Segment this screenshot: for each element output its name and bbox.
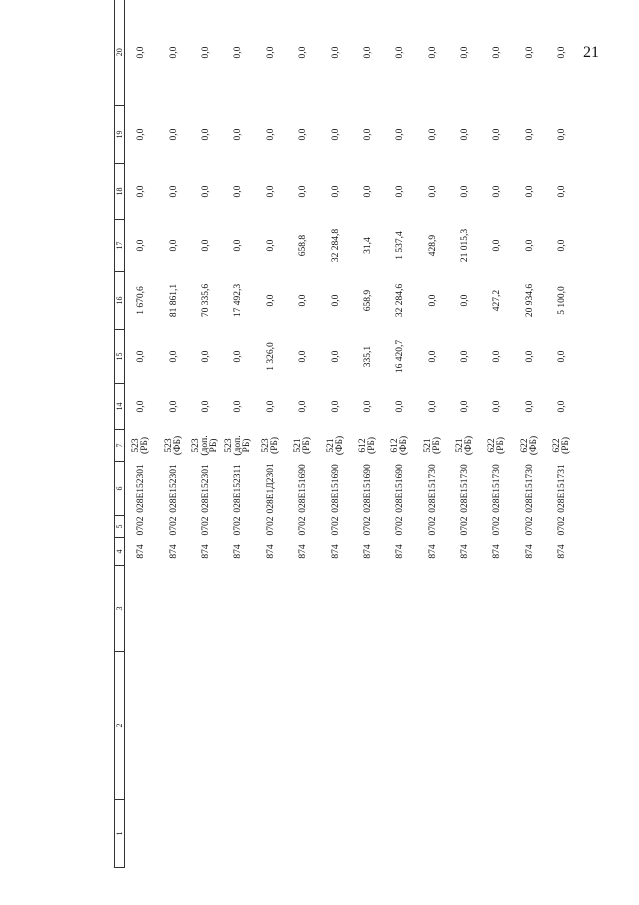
table-cell-col-15: 0,0 — [460, 350, 471, 363]
table-cell-col-15: 1 326,0 — [265, 342, 276, 371]
table-cell-col-16: 20 934,6 — [524, 283, 535, 318]
table-cell-col-14: 0,0 — [330, 400, 341, 413]
table-cell-col-1 — [287, 800, 319, 868]
table-cell-col-5: 0702 — [168, 516, 179, 536]
table-cell-col-3 — [546, 566, 578, 652]
table-row — [157, 0, 189, 868]
table-cell-col-14: 0,0 — [524, 400, 535, 413]
table-cell-col-7: 523 (РБ) — [131, 436, 151, 455]
table-cell-col-20: 0,0 — [265, 46, 276, 59]
table-cell-col-1 — [481, 800, 513, 868]
table-cell-col-1 — [384, 800, 416, 868]
table-cell-col-14: 0,0 — [395, 400, 406, 413]
column-number-3: 3 — [115, 566, 125, 652]
table-cell-col-15: 16 420,7 — [395, 339, 406, 374]
table-cell-col-14: 0,0 — [557, 400, 568, 413]
table-cell-col-19: 0,0 — [395, 128, 406, 141]
table-cell-col-17: 0,0 — [168, 239, 179, 252]
table-cell-col-14: 0,0 — [265, 400, 276, 413]
table-cell-col-5: 0702 — [492, 516, 503, 536]
table-cell-col-15: 335,1 — [362, 345, 373, 368]
table-cell-col-19: 0,0 — [233, 128, 244, 141]
table-cell-col-4: 874 — [427, 544, 438, 559]
table-cell-col-17: 0,0 — [524, 239, 535, 252]
column-number-2: 2 — [115, 652, 125, 800]
table-cell-col-3 — [125, 566, 158, 652]
table-cell-col-18: 0,0 — [362, 185, 373, 198]
table-cell-col-17: 1 537,4 — [395, 231, 406, 260]
table-cell-col-6: 028E151730 — [524, 464, 535, 513]
table-cell-col-19: 0,0 — [460, 128, 471, 141]
table-cell-col-3 — [157, 566, 189, 652]
table-cell-col-14: 0,0 — [233, 400, 244, 413]
table-row — [481, 0, 513, 868]
table-cell-col-7: 612 (ФБ) — [390, 435, 410, 456]
table-cell-col-3 — [190, 566, 222, 652]
table-cell-col-6: 028E151731 — [557, 464, 568, 513]
table-cell-col-17: 0,0 — [492, 239, 503, 252]
table-cell-col-15: 0,0 — [330, 350, 341, 363]
table-cell-col-7: 622 (ФБ) — [519, 435, 539, 456]
table-cell-col-15: 0,0 — [492, 350, 503, 363]
table-cell-col-19: 0,0 — [524, 128, 535, 141]
table-cell-col-17: 658,8 — [298, 234, 309, 257]
table-cell-col-20: 0,0 — [557, 46, 568, 59]
table-cell-col-6: 028E151690 — [362, 464, 373, 513]
table-row — [417, 0, 449, 868]
table-cell-col-2 — [319, 652, 351, 800]
table-cell-col-5: 0702 — [362, 516, 373, 536]
table-cell-col-4: 874 — [524, 544, 535, 559]
table-cell-col-7: 523 (доп. РБ) — [191, 435, 220, 456]
table-cell-col-16: 81 861,1 — [168, 283, 179, 318]
table-cell-col-17: 31,4 — [362, 237, 373, 254]
table-cell-col-1 — [222, 800, 254, 868]
table-cell-col-6: 028E151690 — [395, 464, 406, 513]
table-cell-col-1 — [319, 800, 351, 868]
table-cell-col-4: 874 — [136, 544, 147, 559]
table-cell-col-4: 874 — [362, 544, 373, 559]
table-cell-col-2 — [190, 652, 222, 800]
table-cell-col-14: 0,0 — [460, 400, 471, 413]
table-cell-col-19: 0,0 — [265, 128, 276, 141]
rotated-table-container — [114, 40, 572, 868]
table-row — [384, 0, 416, 868]
table-cell-col-7: 521 (ФБ) — [325, 435, 345, 456]
table-cell-col-3 — [319, 566, 351, 652]
table-cell-col-4: 874 — [265, 544, 276, 559]
table-cell-col-2 — [287, 652, 319, 800]
table-cell-col-2 — [255, 652, 287, 800]
table-cell-col-2 — [222, 652, 254, 800]
table-cell-col-3 — [481, 566, 513, 652]
table-cell-col-20: 0,0 — [362, 46, 373, 59]
column-number-16: 16 — [115, 272, 125, 330]
table-cell-col-18: 0,0 — [136, 185, 147, 198]
table-cell-col-17: 0,0 — [233, 239, 244, 252]
table-cell-col-14: 0,0 — [200, 400, 211, 413]
table-cell-col-20: 0,0 — [136, 46, 147, 59]
table-cell-col-7: 612 (РБ) — [357, 436, 377, 455]
table-cell-col-4: 874 — [233, 544, 244, 559]
table-cell-col-7: 622 (РБ) — [487, 436, 507, 455]
table-cell-col-18: 0,0 — [557, 185, 568, 198]
table-cell-col-17: 0,0 — [136, 239, 147, 252]
table-cell-col-3 — [222, 566, 254, 652]
table-cell-col-18: 0,0 — [265, 185, 276, 198]
table-cell-col-1 — [546, 800, 578, 868]
table-row — [287, 0, 319, 868]
table-cell-col-17: 21 015,3 — [460, 228, 471, 263]
table-cell-col-4: 874 — [557, 544, 568, 559]
table-cell-col-16: 658,9 — [362, 289, 373, 312]
table-cell-col-20: 0,0 — [330, 46, 341, 59]
table-cell-col-18: 0,0 — [200, 185, 211, 198]
table-cell-col-1 — [352, 800, 384, 868]
table-cell-col-1 — [255, 800, 287, 868]
table-cell-col-20: 0,0 — [233, 46, 244, 59]
table-cell-col-20: 0,0 — [168, 46, 179, 59]
table-cell-col-5: 0702 — [557, 516, 568, 536]
column-number-1: 1 — [115, 800, 125, 868]
table-cell-col-7: 523 (ФБ) — [163, 435, 183, 456]
table-row — [319, 0, 351, 868]
table-cell-col-1 — [157, 800, 189, 868]
column-number-15: 15 — [115, 330, 125, 384]
table-cell-col-14: 0,0 — [362, 400, 373, 413]
table-cell-col-1 — [190, 800, 222, 868]
table-cell-col-6: 028E152301 — [168, 464, 179, 513]
table-cell-col-18: 0,0 — [395, 185, 406, 198]
table-cell-col-7: 521 (ФБ) — [455, 435, 475, 456]
table-cell-col-3 — [287, 566, 319, 652]
table-cell-col-19: 0,0 — [200, 128, 211, 141]
table-cell-col-4: 874 — [395, 544, 406, 559]
table-cell-col-16: 1 670,6 — [136, 286, 147, 315]
table-cell-col-15: 0,0 — [200, 350, 211, 363]
table-row — [352, 0, 384, 868]
table-cell-col-16: 5 100,0 — [557, 286, 568, 315]
table-cell-col-7: 521 (РБ) — [422, 436, 442, 455]
table-cell-col-2 — [384, 652, 416, 800]
table-cell-col-16: 0,0 — [265, 294, 276, 307]
table-cell-col-14: 0,0 — [298, 400, 309, 413]
table-cell-col-16: 70 335,6 — [200, 283, 211, 318]
column-number-17: 17 — [115, 220, 125, 272]
table-row — [255, 0, 287, 868]
table-cell-col-5: 0702 — [200, 516, 211, 536]
table-cell-col-2 — [546, 652, 578, 800]
table-cell-col-4: 874 — [200, 544, 211, 559]
table-cell-col-3 — [449, 566, 481, 652]
table-cell-col-7: 523 (РБ) — [260, 436, 280, 455]
column-number-19: 19 — [115, 106, 125, 164]
table-cell-col-14: 0,0 — [427, 400, 438, 413]
table-cell-col-6: 028E151690 — [298, 464, 309, 513]
table-cell-col-17: 428,9 — [427, 234, 438, 257]
table-cell-col-15: 0,0 — [524, 350, 535, 363]
table-cell-col-2 — [352, 652, 384, 800]
table-cell-col-19: 0,0 — [168, 128, 179, 141]
table-cell-col-1 — [417, 800, 449, 868]
table-cell-col-16: 0,0 — [460, 294, 471, 307]
table-cell-col-5: 0702 — [330, 516, 341, 536]
table-cell-col-19: 0,0 — [362, 128, 373, 141]
table-cell-col-20: 0,0 — [395, 46, 406, 59]
table-cell-col-18: 0,0 — [298, 185, 309, 198]
table-cell-col-3 — [352, 566, 384, 652]
table-cell-col-20: 0,0 — [200, 46, 211, 59]
table-cell-col-6: 028E151730 — [492, 464, 503, 513]
table-cell-col-18: 0,0 — [524, 185, 535, 198]
table-cell-col-7: 521 (РБ) — [293, 436, 313, 455]
table-cell-col-19: 0,0 — [298, 128, 309, 141]
table-cell-col-20: 0,0 — [492, 46, 503, 59]
table-cell-col-19: 0,0 — [492, 128, 503, 141]
table-cell-col-1 — [449, 800, 481, 868]
table-cell-col-4: 874 — [460, 544, 471, 559]
table-cell-col-16: 0,0 — [427, 294, 438, 307]
table-body — [125, 0, 579, 868]
table-cell-col-15: 0,0 — [298, 350, 309, 363]
table-cell-col-6: 028E1Д2301 — [265, 463, 276, 514]
table-cell-col-16: 0,0 — [330, 294, 341, 307]
table-cell-col-20: 0,0 — [460, 46, 471, 59]
table-cell-col-5: 0702 — [265, 516, 276, 536]
table-cell-col-3 — [384, 566, 416, 652]
table-cell-col-20: 0,0 — [427, 46, 438, 59]
table-cell-col-18: 0,0 — [233, 185, 244, 198]
table-cell-col-20: 0,0 — [524, 46, 535, 59]
table-row — [222, 0, 254, 868]
table-cell-col-16: 0,0 — [298, 294, 309, 307]
table-cell-col-4: 874 — [168, 544, 179, 559]
table-cell-col-5: 0702 — [460, 516, 471, 536]
table-cell-col-19: 0,0 — [557, 128, 568, 141]
table-cell-col-6: 028E151730 — [427, 464, 438, 513]
table-cell-col-3 — [255, 566, 287, 652]
table-cell-col-2 — [481, 652, 513, 800]
table-cell-col-18: 0,0 — [492, 185, 503, 198]
table-cell-col-6: 028E152311 — [233, 464, 244, 513]
table-cell-col-1 — [125, 800, 158, 868]
table-row — [449, 0, 481, 868]
table-cell-col-5: 0702 — [524, 516, 535, 536]
table-cell-col-16: 17 492,3 — [233, 283, 244, 318]
table-cell-col-20: 0,0 — [298, 46, 309, 59]
table-cell-col-15: 0,0 — [233, 350, 244, 363]
table-cell-col-15: 0,0 — [557, 350, 568, 363]
column-number-18: 18 — [115, 164, 125, 220]
table-row — [514, 0, 546, 868]
table-cell-col-5: 0702 — [298, 516, 309, 536]
table-cell-col-6: 028E151690 — [330, 464, 341, 513]
column-number-row — [115, 0, 125, 868]
table-cell-col-14: 0,0 — [136, 400, 147, 413]
table-cell-col-19: 0,0 — [330, 128, 341, 141]
table-cell-col-5: 0702 — [427, 516, 438, 536]
table-cell-col-16: 32 284,6 — [395, 283, 406, 318]
column-number-14: 14 — [115, 384, 125, 430]
table-row — [546, 0, 578, 868]
table-cell-col-18: 0,0 — [427, 185, 438, 198]
page-number: 21 — [583, 44, 599, 61]
table-cell-col-2 — [157, 652, 189, 800]
table-row — [125, 0, 158, 868]
table-cell-col-19: 0,0 — [427, 128, 438, 141]
column-number-6: 6 — [115, 462, 125, 516]
table-cell-col-2 — [125, 652, 158, 800]
table-cell-col-2 — [514, 652, 546, 800]
table-cell-col-17: 0,0 — [557, 239, 568, 252]
table-cell-col-15: 0,0 — [168, 350, 179, 363]
table-cell-col-7: 523 (доп. РБ) — [223, 435, 252, 456]
column-number-20: 20 — [115, 0, 125, 106]
table-cell-col-4: 874 — [330, 544, 341, 559]
table-cell-col-5: 0702 — [233, 516, 244, 536]
column-number-5: 5 — [115, 516, 125, 538]
column-number-4: 4 — [115, 538, 125, 566]
table-cell-col-6: 028E152301 — [136, 464, 147, 513]
table-cell-col-5: 0702 — [136, 516, 147, 536]
table-cell-col-2 — [449, 652, 481, 800]
table-cell-col-7: 622 (РБ) — [552, 436, 572, 455]
table-cell-col-17: 0,0 — [200, 239, 211, 252]
table-cell-col-18: 0,0 — [330, 185, 341, 198]
table-cell-col-4: 874 — [492, 544, 503, 559]
table-cell-col-6: 028E151730 — [460, 464, 471, 513]
table-row — [190, 0, 222, 868]
table-cell-col-5: 0702 — [395, 516, 406, 536]
table-cell-col-6: 028E152301 — [200, 464, 211, 513]
table-cell-col-17: 32 284,8 — [330, 228, 341, 263]
table-cell-col-1 — [514, 800, 546, 868]
table-cell-col-19: 0,0 — [136, 128, 147, 141]
table-cell-col-2 — [417, 652, 449, 800]
table-cell-col-18: 0,0 — [168, 185, 179, 198]
table-cell-col-3 — [417, 566, 449, 652]
table-cell-col-15: 0,0 — [427, 350, 438, 363]
budget-table — [114, 0, 578, 868]
table-cell-col-14: 0,0 — [492, 400, 503, 413]
table-cell-col-14: 0,0 — [168, 400, 179, 413]
table-cell-col-18: 0,0 — [460, 185, 471, 198]
table-cell-col-4: 874 — [298, 544, 309, 559]
column-number-7: 7 — [115, 430, 125, 462]
table-cell-col-15: 0,0 — [136, 350, 147, 363]
table-cell-col-3 — [514, 566, 546, 652]
table-cell-col-17: 0,0 — [265, 239, 276, 252]
table-cell-col-16: 427,2 — [492, 289, 503, 312]
